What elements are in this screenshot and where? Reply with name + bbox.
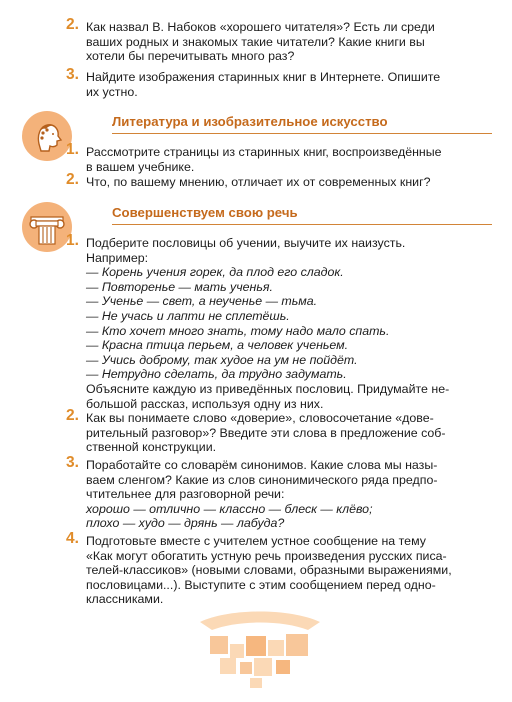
task-2-nabokov [66,16,494,64]
task-number: 2. [66,171,79,188]
text-line: ваем сленгом? Какие из слов синонимического ряда предпо- [86,472,438,487]
proverb-line: — Ученье — свет, а неученье — тьма. [86,294,318,309]
proverb-line: — Не учась и лапти не сплетёшь. [86,308,290,323]
greek-head-icon [22,111,72,161]
section-heading-speech: Совершенствуем свою речь [112,205,492,225]
decorative-ornament [190,600,330,690]
task-number: 1. [66,232,79,249]
task-number: 1. [66,141,79,158]
proverb-line: — Красна птица перьем, а человек ученьем. [86,338,349,353]
text-line: Объясните каждую из приведённых пословиц. Придумайте не- [86,381,450,396]
text-line: Как вы понимаете слово «доверие», словосочетание «дове- [86,411,434,425]
proverb-line: — Учись доброму, так худое на ум не пойдёт. [86,352,358,367]
task-number: 2. [66,16,79,33]
text-line: Подготовьте вместе с учителем устное сообщение на тему [86,534,426,548]
task-2-differences [66,171,494,190]
text-line: большой рассказ, используя одну из них. [86,396,324,411]
text-line: «Как могут обогатить устную речь произведения русских писа- [86,548,447,563]
task-4-report [66,530,494,607]
proverb-line: — Корень учения горек, да плод его сладок. [86,265,344,280]
text-line: классниками. [86,592,164,607]
text-line: хотели бы перечитывать много раз? [86,49,295,64]
proverb-line: — Повторенье — мать ученья. [86,279,273,294]
text-line: их устно. [86,84,138,99]
task-1-proverbs [66,232,494,411]
task-number: 4. [66,530,79,547]
text-line: ственной конструкции. [86,440,217,455]
task-number: 3. [66,454,79,471]
text-line: пословицами...). Выступите с этим сообщением перед одно- [86,577,436,592]
text-line: Подберите пословицы об учении, выучите их наизусть. [86,236,406,250]
text-line: рительный разговор»? Введите эти слова в предложение соб- [86,425,446,440]
text-line: чтительнее для разговорной речи: [86,487,285,502]
task-3-old-books [66,66,494,99]
text-line: Найдите изображения старинных книг в Интернете. Опишите [86,70,441,84]
task-number: 3. [66,66,79,83]
text-line: Как назвал В. Набоков «хорошего читателя»? Есть ли среди [86,20,435,34]
section-heading-art: Литература и изобразительное искусство [112,114,492,134]
synonym-line: плохо — худо — дрянь — лабуда? [86,516,285,531]
task-3-synonyms [66,454,494,531]
synonym-line: хорошо — отлично — классно — блеск — клёво; [86,501,373,516]
text-line: Поработайте со словарём синонимов. Какие слова мы назы- [86,458,438,472]
ionic-column-icon [22,202,72,252]
proverb-line: — Нетрудно сделать, да трудно задумать. [86,367,347,382]
text-line: в вашем учебнике. [86,159,195,174]
task-number: 2. [66,407,79,424]
text-line: ваших родных и знакомых такие читатели? Какие книги вы [86,34,425,49]
text-line: телей-классиков» (новыми словами, образными выражениями, [86,563,452,578]
proverb-line: — Кто хочет много знать, тому надо мало спать. [86,323,390,338]
task-1-old-pages [66,141,494,174]
text-line: Что, по вашему мнению, отличает их от современных книг? [86,175,431,189]
text-line: Например: [86,250,149,265]
task-2-trust [66,407,494,455]
text-line: Рассмотрите страницы из старинных книг, воспроизведённые [86,145,442,159]
